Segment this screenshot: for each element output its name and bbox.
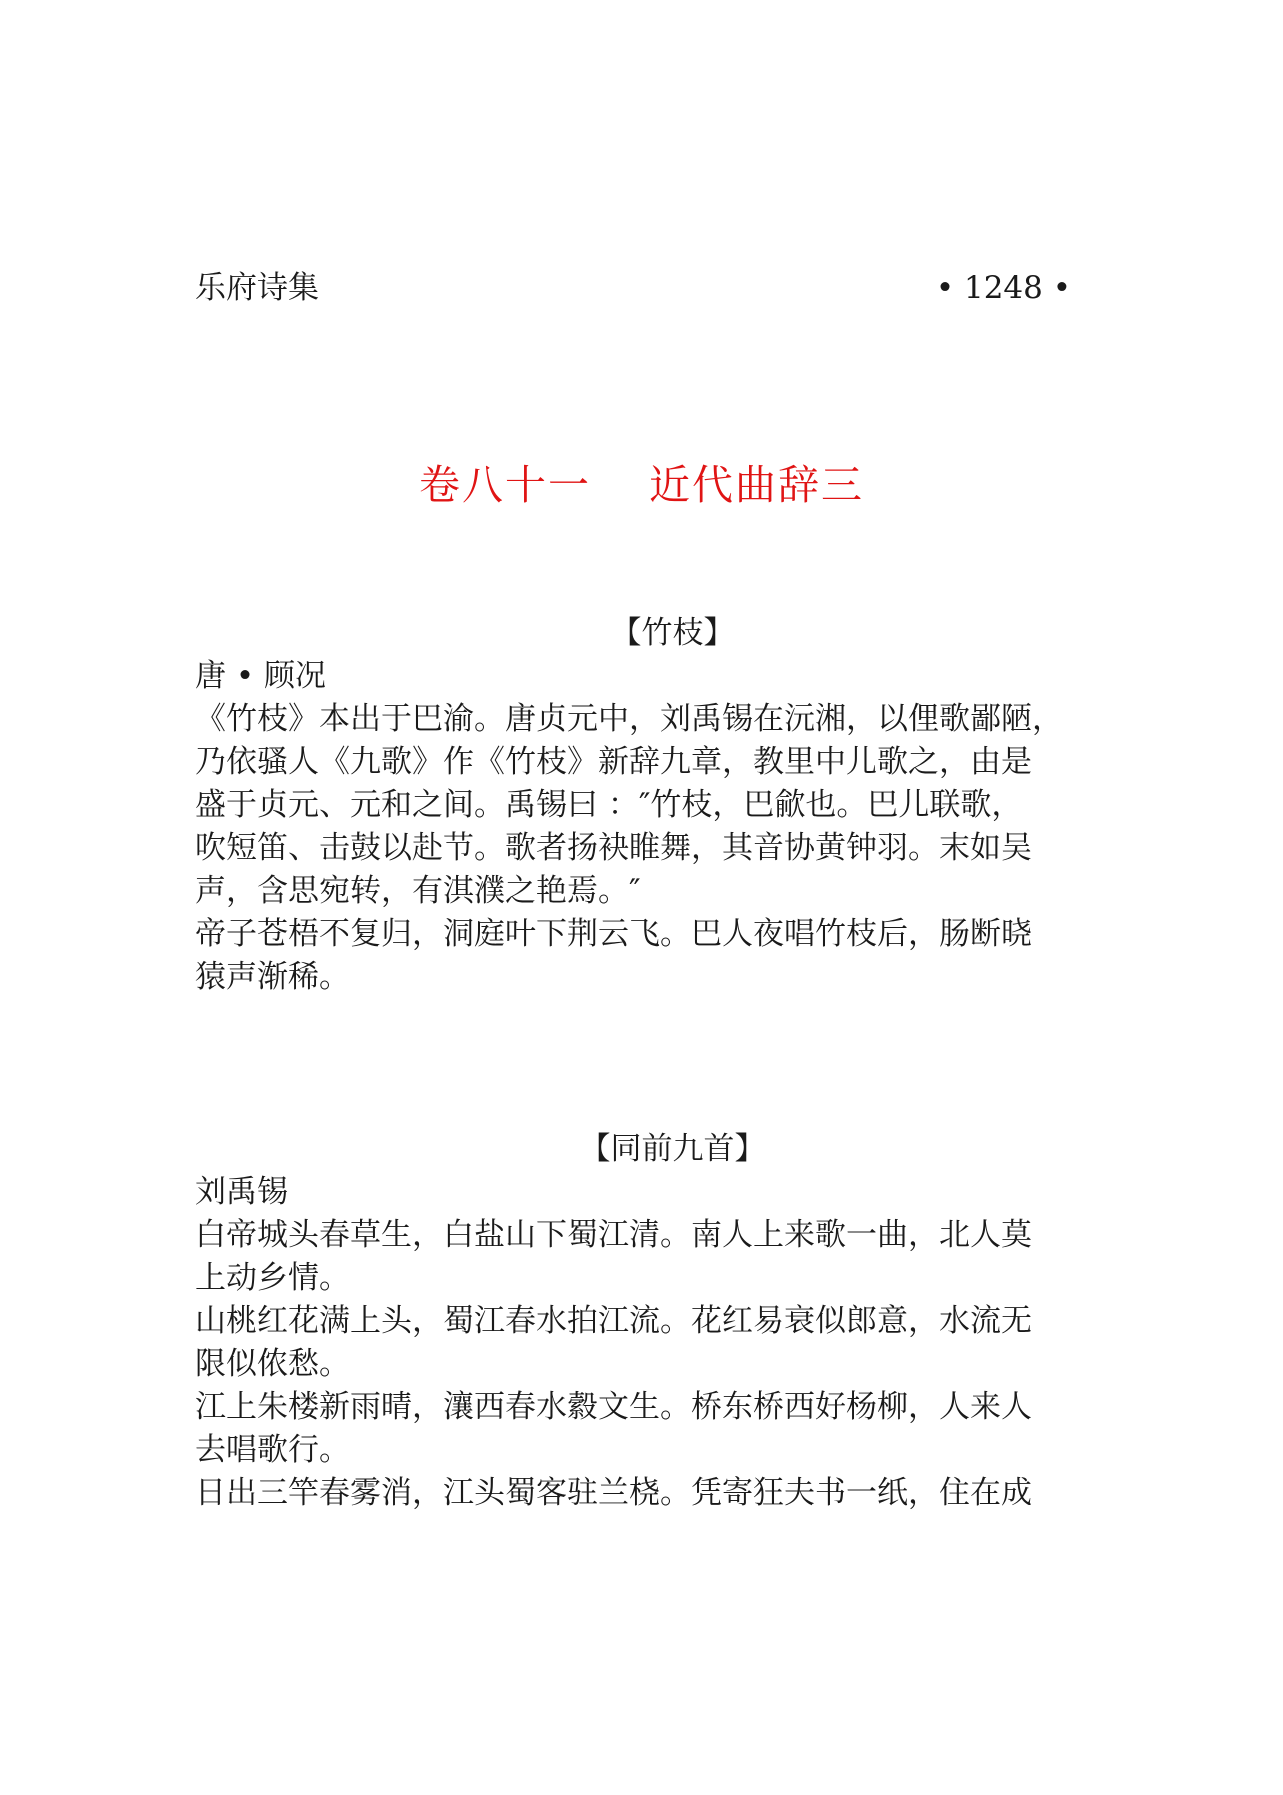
section-zhuzhi: [195, 612, 1095, 999]
poem-line: 去唱歌行。: [195, 1432, 350, 1468]
author-line: 唐 • 顾况: [195, 658, 326, 694]
poem-line: 山桃红花满上头，蜀江春水拍江流。花红易衰似郎意，水流无: [195, 1303, 1032, 1339]
text-line: 《竹枝》本出于巴渝。唐贞元中，刘禹锡在沅湘，以俚歌鄙陋，: [195, 701, 1063, 737]
poem-line: 白帝城头春草生，白盐山下蜀江清。南人上来歌一曲，北人莫: [195, 1217, 1032, 1253]
section-title: 【同前九首】: [579, 1131, 766, 1167]
author-line: 刘禹锡: [195, 1174, 288, 1210]
poem-line: 日出三竿春雾消，江头蜀客驻兰桡。凭寄狂夫书一纸，住在成: [195, 1475, 1032, 1511]
page-number: • 1248 •: [935, 270, 1071, 306]
poem-line: 限似侬愁。: [195, 1346, 350, 1382]
poem-line: 帝子苍梧不复归，洞庭叶下荆云飞。巴人夜唱竹枝后，肠断晓: [195, 916, 1032, 952]
chapter-title: 卷八十一 近代曲辞三: [418, 461, 865, 509]
section-title: 【竹枝】: [610, 615, 735, 651]
poem-line: 上动乡情。: [195, 1260, 350, 1296]
poem-line: 猿声渐稀。: [195, 959, 350, 995]
text-line: 吹短笛、击鼓以赴节。歌者扬袂睢舞，其音协黄钟羽。末如吴: [195, 830, 1032, 866]
running-header-title: 乐府诗集: [195, 270, 319, 306]
text-line: 声，含思宛转，有淇濮之艳焉。″: [195, 873, 641, 909]
text-line: 乃依骚人《九歌》作《竹枝》新辞九章，教里中儿歌之，由是: [195, 744, 1032, 780]
poem-line: 江上朱楼新雨晴，瀼西春水縠文生。桥东桥西好杨柳，人来人: [195, 1389, 1032, 1425]
section-tongqian-jiushou: [195, 1128, 1095, 1515]
text-line: 盛于贞元、元和之间。禹锡曰 ：″竹枝，巴歈也。巴儿联歌，: [195, 787, 1023, 823]
